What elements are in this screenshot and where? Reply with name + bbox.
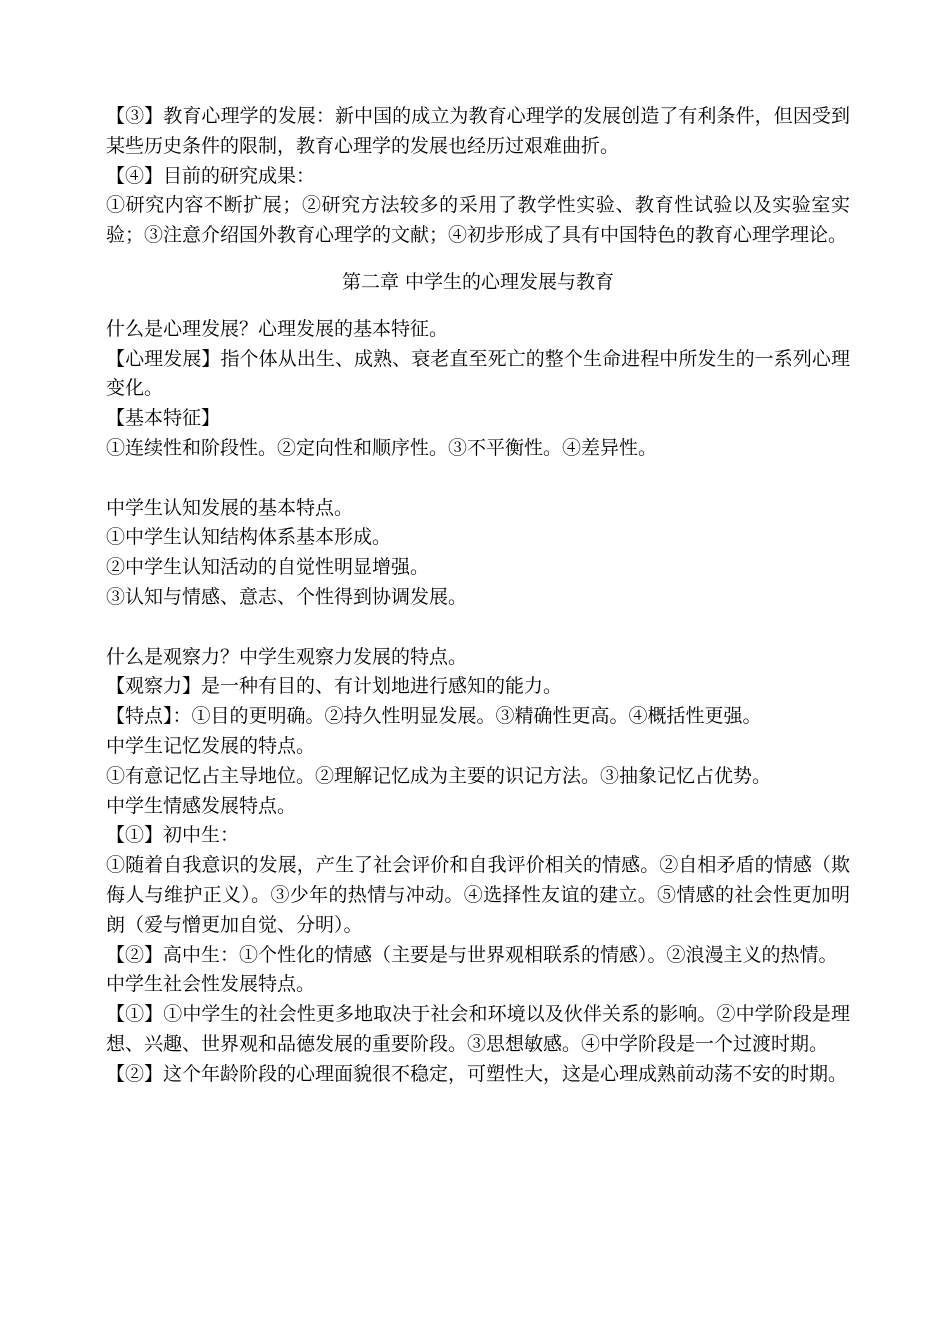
blank-line (106, 613, 850, 643)
paragraph-basic-features-label: 【基本特征】 (106, 407, 221, 430)
paragraph-cognitive-point-1: ①中学生认知结构体系基本形成。 (106, 526, 392, 549)
document-page (106, 102, 850, 1090)
paragraph-basic-features-list: ①连续性和阶段性。②定向性和顺序性。③不平衡性。④差异性。 (106, 436, 658, 459)
blank-line (106, 464, 850, 494)
paragraph-emotion-title: 中学生情感发展特点。 (106, 794, 297, 817)
paragraph-research-results-heading: 【④】目前的研究成果： (106, 164, 316, 187)
paragraph-observation-definition: 【观察力】是一种有目的、有计划地进行感知的能力。 (106, 675, 563, 698)
paragraph-cognitive-point-3: ③认知与情感、意志、个性得到协调发展。 (106, 585, 468, 608)
paragraph-junior-high-features: ①随着自我意识的发展，产生了社会评价和自我评价相关的情感。②自相矛盾的情感（欺侮人与维护正义）。③少年的热情与冲动。④选择性友谊的建立。⑤情感的社会性更加明朗（爱与憎更加自觉、分明）。 (106, 854, 850, 936)
paragraph-research-results: ①研究内容不断扩展；②研究方法较多的采用了教学性实验、教育性试验以及实验室实验；③注意介绍国外教育心理学的文献；④初步形成了具有中国特色的教育心理学理论。 (106, 194, 850, 247)
paragraph-observation-question: 什么是观察力？中学生观察力发展的特点。 (106, 645, 468, 668)
paragraph-memory-title: 中学生记忆发展的特点。 (106, 734, 316, 757)
paragraph-cognitive-point-2: ②中学生认知活动的自觉性明显增强。 (106, 556, 430, 579)
paragraph-cognitive-development-title: 中学生认知发展的基本特点。 (106, 496, 354, 519)
paragraph-social-development-point-2: 【②】这个年龄阶段的心理面貌很不稳定，可塑性大，这是心理成熟前动荡不安的时期。 (106, 1062, 848, 1085)
paragraph-junior-high-label: 【①】初中生： (106, 824, 240, 847)
paragraph-social-development-title: 中学生社会性发展特点。 (106, 973, 316, 996)
paragraph-question-psych-development: 什么是心理发展？心理发展的基本特征。 (106, 317, 449, 340)
chapter-title: 第二章 中学生的心理发展与教育 (341, 270, 615, 293)
paragraph-psych-development-definition: 【心理发展】指个体从出生、成熟、衰老直至死亡的整个生命进程中所发生的一系列心理变化。 (106, 347, 850, 400)
paragraph-social-development-point-1: 【①】①中学生的社会性更多地取决于社会和环境以及伙伴关系的影响。②中学阶段是理想、兴趣、世界观和品德发展的重要阶段。③思想敏感。④中学阶段是一个过渡时期。 (106, 1003, 850, 1055)
paragraph-education-psychology-development: 【③】教育心理学的发展：新中国的成立为教育心理学的发展创造了有利条件，但因受到某些历史条件的限制，教育心理学的发展也经历过艰难曲折。 (106, 105, 850, 157)
paragraph-senior-high-features: 【②】高中生：①个性化的情感（主要是与世界观相联系的情感）。②浪漫主义的热情。 (106, 943, 838, 966)
paragraph-memory-features: ①有意记忆占主导地位。②理解记忆成为主要的识记方法。③抽象记忆占优势。 (106, 764, 772, 787)
paragraph-observation-features: 【特点】：①目的更明确。②持久性明显发展。③精确性更高。④概括性更强。 (106, 705, 762, 728)
